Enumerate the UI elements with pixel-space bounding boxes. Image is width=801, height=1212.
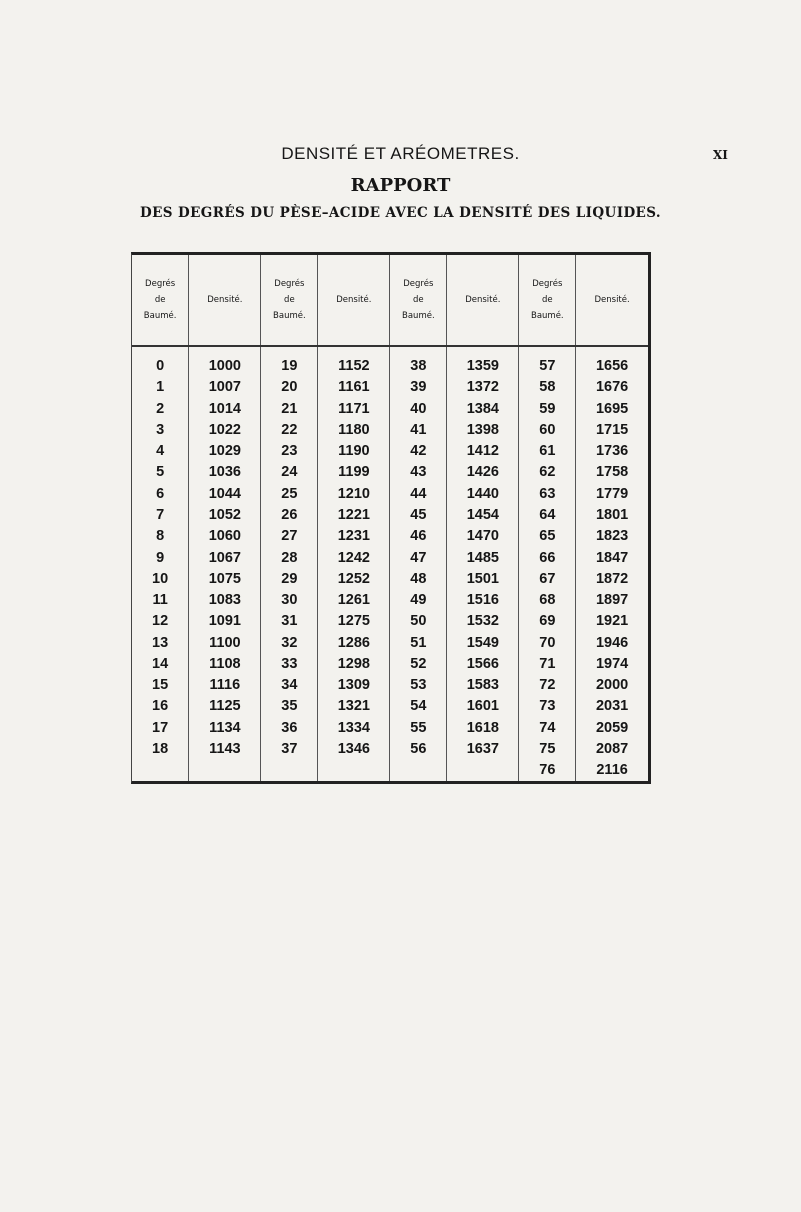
cell-densite: 1823	[576, 526, 648, 547]
cell-densite: 1656	[576, 355, 648, 376]
cell-degres-baume: 37	[261, 738, 318, 759]
cell-degres-baume: 49	[390, 589, 447, 610]
cell-densite: 1116	[189, 675, 261, 696]
cell-degres-baume: 28	[261, 547, 318, 568]
cell-degres-baume: 69	[519, 611, 576, 632]
cell-degres-baume: 64	[519, 504, 576, 525]
cell-densite: 1398	[447, 419, 519, 440]
cell-degres-baume: 56	[390, 738, 447, 759]
column-header-line: Degrés	[274, 279, 305, 289]
cell-densite: 1516	[447, 589, 519, 610]
cell-degres-baume: 15	[152, 677, 169, 694]
cell-densite: 1286	[318, 632, 390, 653]
column-header-densite	[447, 255, 519, 346]
cell-degres-baume: 72	[519, 675, 576, 696]
cell-degres-baume: 8	[156, 528, 165, 545]
cell-densite: 1501	[447, 568, 519, 589]
cell-densite: 1974	[576, 653, 648, 674]
cell-degres-baume: 22	[261, 419, 318, 440]
cell-degres-baume: 55	[390, 717, 447, 738]
cell-degres-baume: 33	[261, 653, 318, 674]
table-row	[132, 483, 648, 504]
cell-densite: 1221	[318, 504, 390, 525]
table-spacer-row	[132, 346, 648, 355]
cell-densite: 1779	[576, 483, 648, 504]
cell-densite: 1052	[189, 504, 261, 525]
cell-degres-baume: 12	[152, 613, 169, 630]
cell-densite: 1125	[189, 696, 261, 717]
cell-degres-baume: 57	[519, 355, 576, 376]
table-row	[132, 632, 648, 653]
column-header-line: Degrés	[532, 279, 563, 289]
cell-densite: 1044	[189, 483, 261, 504]
cell-densite: 1872	[576, 568, 648, 589]
cell-densite: 1695	[576, 398, 648, 419]
cell-degres-baume: 5	[156, 464, 165, 481]
cell-degres-baume: 26	[261, 504, 318, 525]
cell-densite: 1199	[318, 462, 390, 483]
table-row	[132, 440, 648, 461]
table-body	[132, 346, 648, 781]
cell-densite: 1485	[447, 547, 519, 568]
cell-densite: 2000	[576, 675, 648, 696]
cell-degres-baume: 30	[261, 589, 318, 610]
cell-densite: 2087	[576, 738, 648, 759]
cell-degres-baume: 48	[390, 568, 447, 589]
cell-densite: 1036	[189, 462, 261, 483]
cell-degres-baume: 74	[519, 717, 576, 738]
column-header-degres-baume	[132, 255, 189, 346]
column-header-line: de	[154, 295, 166, 305]
cell-degres-baume: 38	[390, 355, 447, 376]
cell-degres-baume: 36	[261, 717, 318, 738]
cell-densite: 1275	[318, 611, 390, 632]
table-row	[132, 738, 648, 759]
table-row	[132, 377, 648, 398]
cell-degres-baume: 50	[390, 611, 447, 632]
cell-densite: 1384	[447, 398, 519, 419]
cell-degres-baume: 65	[519, 526, 576, 547]
cell-densite: 1100	[189, 632, 261, 653]
page-subtitle: DES DEGRÉS DU PÈSE–ACIDE AVEC LA DENSITÉ DES LIQUIDES.	[139, 205, 662, 221]
cell-degres-baume: 23	[261, 440, 318, 461]
column-header-line: Degrés	[403, 279, 434, 289]
column-header-line: Baumé.	[402, 311, 435, 321]
cell-degres-baume: 14	[152, 655, 169, 672]
cell-degres-baume: 45	[390, 504, 447, 525]
table-row	[132, 675, 648, 696]
cell-degres-baume: 52	[390, 653, 447, 674]
cell-densite: 1412	[447, 440, 519, 461]
table-row	[132, 568, 648, 589]
cell-degres-baume: 6	[156, 485, 165, 502]
cell-densite: 1346	[318, 738, 390, 759]
table-row	[132, 611, 648, 632]
cell-degres-baume: 39	[390, 377, 447, 398]
cell-densite: 1152	[318, 355, 390, 376]
column-header-line: Densité.	[207, 295, 243, 305]
cell-degres-baume: 21	[261, 398, 318, 419]
cell-densite	[447, 760, 519, 781]
cell-densite: 1242	[318, 547, 390, 568]
cell-degres-baume: 75	[519, 738, 576, 759]
cell-degres-baume: 34	[261, 675, 318, 696]
column-header-densite	[576, 255, 648, 346]
cell-degres-baume: 31	[261, 611, 318, 632]
cell-densite: 1618	[447, 717, 519, 738]
cell-densite: 1549	[447, 632, 519, 653]
cell-densite: 1359	[447, 355, 519, 376]
cell-densite: 1060	[189, 526, 261, 547]
cell-degres-baume: 0	[156, 357, 165, 374]
cell-degres-baume: 17	[152, 719, 169, 736]
cell-densite: 1676	[576, 377, 648, 398]
cell-densite: 1134	[189, 717, 261, 738]
cell-degres-baume: 7	[156, 506, 165, 523]
cell-degres-baume: 66	[519, 547, 576, 568]
table-row	[132, 653, 648, 674]
cell-densite: 1921	[576, 611, 648, 632]
cell-densite: 1758	[576, 462, 648, 483]
cell-densite: 1897	[576, 589, 648, 610]
column-header-line: Densité.	[594, 295, 630, 305]
cell-densite: 1000	[189, 355, 261, 376]
cell-densite: 1261	[318, 589, 390, 610]
cell-densite: 1601	[447, 696, 519, 717]
cell-densite: 1946	[576, 632, 648, 653]
cell-degres-baume: 59	[519, 398, 576, 419]
cell-degres-baume: 70	[519, 632, 576, 653]
cell-degres-baume: 76	[519, 760, 576, 781]
cell-degres-baume: 42	[390, 440, 447, 461]
running-head: DENSITÉ ET ARÉOMETRES.	[281, 144, 520, 163]
cell-degres-baume: 25	[261, 483, 318, 504]
cell-densite: 1532	[447, 611, 519, 632]
cell-densite: 1210	[318, 483, 390, 504]
table-row	[132, 462, 648, 483]
cell-densite: 1583	[447, 675, 519, 696]
cell-degres-baume: 35	[261, 696, 318, 717]
cell-densite: 1029	[189, 440, 261, 461]
cell-degres-baume: 16	[152, 698, 169, 715]
cell-densite: 1454	[447, 504, 519, 525]
cell-degres-baume: 3	[156, 421, 165, 438]
column-header-line: de	[413, 295, 424, 305]
cell-densite: 1014	[189, 398, 261, 419]
cell-densite: 1298	[318, 653, 390, 674]
cell-densite: 1171	[318, 398, 390, 419]
table-row	[132, 526, 648, 547]
cell-degres-baume: 71	[519, 653, 576, 674]
cell-densite: 1190	[318, 440, 390, 461]
cell-densite: 1108	[189, 653, 261, 674]
cell-densite: 1075	[189, 568, 261, 589]
table-row	[132, 355, 648, 376]
cell-densite: 1470	[447, 526, 519, 547]
cell-degres-baume: 43	[390, 462, 447, 483]
column-header-degres-baume	[519, 255, 576, 346]
column-header-line: Baumé.	[273, 311, 306, 321]
cell-degres-baume: 18	[152, 741, 169, 758]
cell-degres-baume: 62	[519, 462, 576, 483]
cell-densite: 2116	[576, 760, 648, 781]
table-row	[132, 398, 648, 419]
page-title: RAPPORT	[350, 175, 451, 196]
cell-degres-baume: 40	[390, 398, 447, 419]
cell-degres-baume: 54	[390, 696, 447, 717]
cell-degres-baume: 20	[261, 377, 318, 398]
cell-densite: 1372	[447, 377, 519, 398]
cell-degres-baume: 51	[390, 632, 447, 653]
column-header-line: Densité.	[465, 295, 501, 305]
table-row	[132, 760, 648, 781]
column-header-line: Degrés	[145, 279, 176, 289]
cell-densite: 1847	[576, 547, 648, 568]
cell-densite: 1007	[189, 377, 261, 398]
cell-degres-baume: 41	[390, 419, 447, 440]
cell-degres-baume	[390, 760, 447, 781]
table-row	[132, 696, 648, 717]
cell-degres-baume: 73	[519, 696, 576, 717]
cell-densite: 1321	[318, 696, 390, 717]
cell-densite: 1067	[189, 547, 261, 568]
cell-degres-baume: 11	[152, 592, 168, 609]
column-header-densite	[318, 255, 390, 346]
cell-degres-baume: 29	[261, 568, 318, 589]
column-header-line: Baumé.	[143, 311, 177, 321]
cell-degres-baume: 32	[261, 632, 318, 653]
cell-degres-baume: 27	[261, 526, 318, 547]
cell-densite: 1083	[189, 589, 261, 610]
cell-degres-baume: 24	[261, 462, 318, 483]
cell-degres-baume: 67	[519, 568, 576, 589]
cell-densite: 1715	[576, 419, 648, 440]
cell-degres-baume: 44	[390, 483, 447, 504]
column-header-line: de	[284, 295, 295, 305]
cell-degres-baume: 19	[261, 355, 318, 376]
table-row	[132, 419, 648, 440]
cell-densite: 1334	[318, 717, 390, 738]
cell-degres-baume: 2	[156, 400, 165, 417]
cell-densite: 2031	[576, 696, 648, 717]
cell-degres-baume: 61	[519, 440, 576, 461]
column-header-line: Densité.	[336, 295, 372, 305]
cell-degres-baume: 63	[519, 483, 576, 504]
cell-densite: 1566	[447, 653, 519, 674]
cell-densite	[189, 760, 261, 781]
cell-densite: 1143	[189, 738, 261, 759]
column-header-densite	[189, 255, 261, 346]
cell-degres-baume: 58	[519, 377, 576, 398]
cell-densite: 1252	[318, 568, 390, 589]
column-header-line: Baumé.	[531, 311, 564, 321]
cell-densite: 1426	[447, 462, 519, 483]
cell-degres-baume: 4	[156, 443, 165, 460]
cell-degres-baume: 60	[519, 419, 576, 440]
cell-degres-baume: 9	[156, 549, 165, 566]
cell-densite: 1091	[189, 611, 261, 632]
cell-densite: 2059	[576, 717, 648, 738]
baume-density-table	[131, 252, 651, 784]
cell-densite: 1801	[576, 504, 648, 525]
table-row	[132, 589, 648, 610]
cell-degres-baume: 13	[152, 634, 169, 651]
cell-degres-baume: 1	[156, 379, 165, 396]
page-number: XI	[713, 148, 728, 162]
column-header-degres-baume	[261, 255, 318, 346]
column-header-line: de	[542, 295, 553, 305]
cell-degres-baume	[261, 760, 318, 781]
table-row	[132, 504, 648, 525]
cell-degres-baume: 53	[390, 675, 447, 696]
cell-densite: 1736	[576, 440, 648, 461]
cell-degres-baume: 47	[390, 547, 447, 568]
cell-degres-baume	[132, 760, 189, 781]
cell-densite: 1231	[318, 526, 390, 547]
cell-degres-baume: 10	[152, 570, 169, 587]
table-header-row	[132, 255, 648, 346]
cell-densite: 1022	[189, 419, 261, 440]
table-row	[132, 717, 648, 738]
cell-densite: 1637	[447, 738, 519, 759]
cell-degres-baume: 46	[390, 526, 447, 547]
column-header-degres-baume	[390, 255, 447, 346]
cell-densite: 1161	[318, 377, 390, 398]
cell-densite: 1180	[318, 419, 390, 440]
cell-degres-baume: 68	[519, 589, 576, 610]
table-row	[132, 547, 648, 568]
cell-densite	[318, 760, 390, 781]
cell-densite: 1440	[447, 483, 519, 504]
cell-densite: 1309	[318, 675, 390, 696]
